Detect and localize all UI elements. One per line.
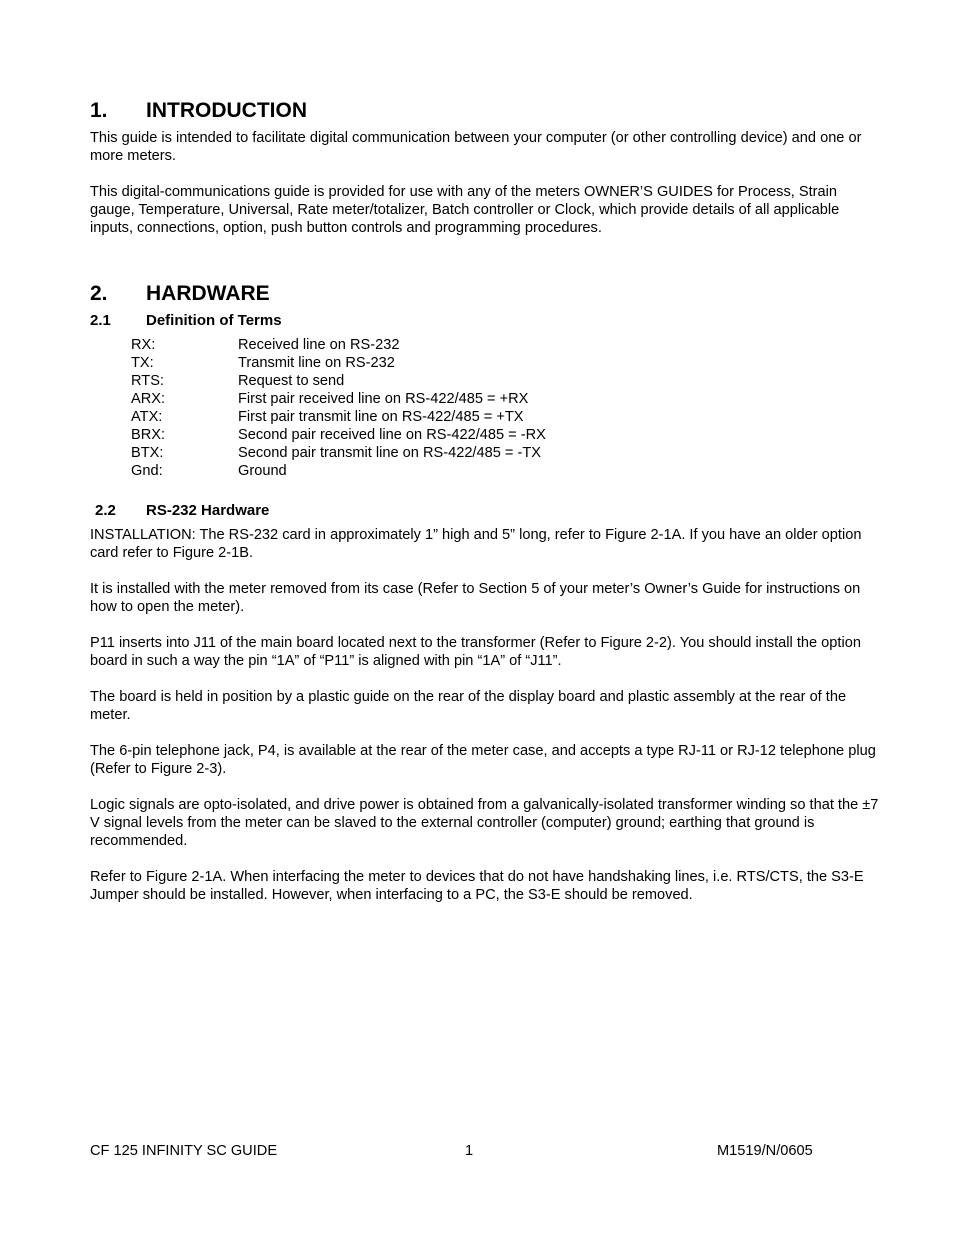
- section-1-title: INTRODUCTION: [146, 99, 307, 122]
- term-abbr: RTS:: [131, 373, 164, 389]
- rs232-paragraph: The board is held in position by a plastic guide on the rear of the display board and plastic assembly at the rear of the meter.: [90, 689, 847, 723]
- term-abbr: Gnd:: [131, 463, 163, 479]
- term-definition: Received line on RS-232: [238, 337, 400, 353]
- rs232-paragraph: It is installed with the meter removed from its case (Refer to Section 5 of your meter’s Owner’s Guide for instructions on how to open the meter).: [90, 581, 861, 615]
- section-1-number: 1.: [90, 99, 108, 122]
- subsection-2-1-title: Definition of Terms: [146, 312, 282, 329]
- rs232-paragraph: P11 inserts into J11 of the main board located next to the transformer (Refer to Figure 2-2). You should install the option board in such a way the pin “1A” of “P11” is aligned with pin “1A” of “J11”.: [90, 635, 861, 669]
- term-abbr: ARX:: [131, 391, 166, 407]
- term-row: [131, 408, 651, 426]
- term-row: [131, 426, 651, 444]
- term-definition: Second pair received line on RS-422/485 = -RX: [238, 427, 546, 443]
- rs232-paragraph: The 6-pin telephone jack, P4, is available at the rear of the meter case, and accepts a type RJ-11 or RJ-12 telephone plug (Refer to Figure 2-3).: [90, 743, 876, 777]
- term-definition: Request to send: [238, 373, 345, 389]
- subsection-2-1-number: 2.1: [90, 312, 111, 329]
- term-abbr: BTX:: [131, 445, 164, 461]
- section-2-title: HARDWARE: [146, 282, 270, 305]
- section-1-body: [90, 129, 880, 255]
- term-abbr: BRX:: [131, 427, 166, 443]
- term-row: [131, 372, 651, 390]
- term-definition: First pair received line on RS-422/485 = +RX: [238, 391, 529, 407]
- subsection-2-2-number: 2.2: [95, 502, 116, 519]
- rs232-paragraph: Refer to Figure 2-1A. When interfacing the meter to devices that do not have handshaking lines, i.e. RTS/CTS, the S3-E Jumper should be installed. However, when interfacing to a PC, the S3-E should be removed.: [90, 869, 864, 903]
- rs232-paragraph: INSTALLATION: The RS-232 card in approximately 1” high and 5” long, refer to Figure 2-1A. If you have an older option card refer to Figure 2-1B.: [90, 527, 862, 561]
- intro-paragraph-1: This guide is intended to facilitate digital communication between your computer (or other controlling device) and one or more meters.: [90, 130, 862, 164]
- subsection-2-2-body: [90, 526, 880, 922]
- definition-list: [131, 336, 651, 480]
- term-row: [131, 462, 651, 480]
- term-abbr: TX:: [131, 355, 154, 371]
- section-2-number: 2.: [90, 282, 108, 305]
- term-row: [131, 390, 651, 408]
- rs232-paragraph: Logic signals are opto-isolated, and drive power is obtained from a galvanically-isolated transformer winding so that the ±7 V signal levels from the meter can be slaved to the external controller (computer) ground; earthing that ground is recommended.: [90, 797, 879, 849]
- term-abbr: RX:: [131, 337, 156, 353]
- term-definition: Transmit line on RS-232: [238, 355, 395, 371]
- intro-paragraph-2: This digital-communications guide is provided for use with any of the meters OWNER’S GUIDES for Process, Strain gauge, Temperature, Universal, Rate meter/totalizer, Batch controller or Clock, which provide details of all applicable inputs, connections, option, push button controls and programming procedures.: [90, 184, 840, 236]
- term-definition: Ground: [238, 463, 287, 479]
- term-row: [131, 354, 651, 372]
- term-definition: First pair transmit line on RS-422/485 = +TX: [238, 409, 524, 425]
- footer-page-number: 1: [465, 1143, 474, 1159]
- footer-document-code: M1519/N/0605: [717, 1143, 813, 1159]
- term-definition: Second pair transmit line on RS-422/485 = -TX: [238, 445, 541, 461]
- term-abbr: ATX:: [131, 409, 163, 425]
- footer-document-title: CF 125 INFINITY SC GUIDE: [90, 1143, 278, 1159]
- subsection-2-2-title: RS-232 Hardware: [146, 502, 270, 519]
- term-row: [131, 444, 651, 462]
- term-row: [131, 336, 651, 354]
